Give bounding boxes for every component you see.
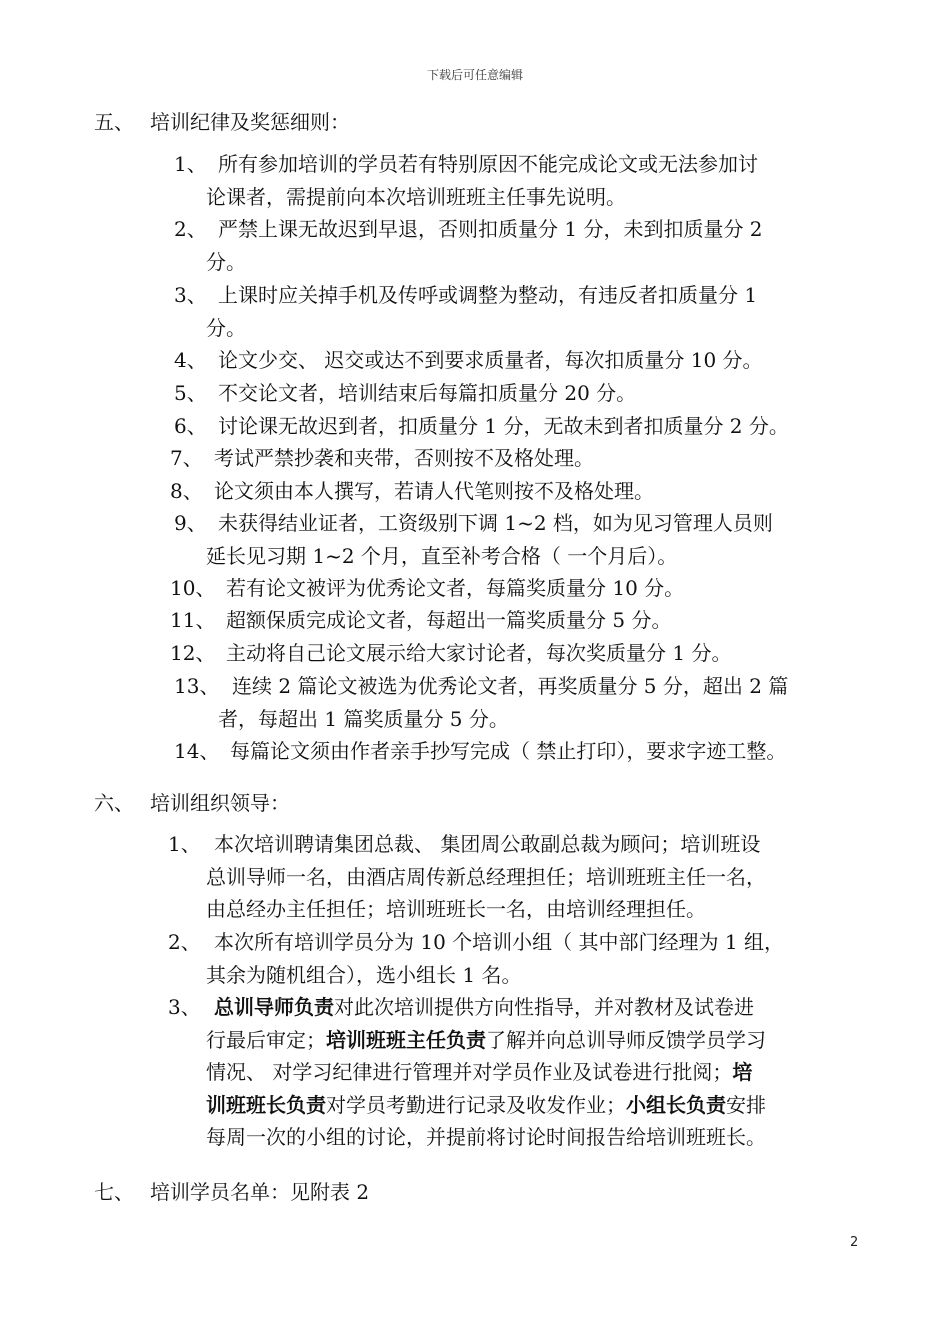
item-line: [168, 1024, 766, 1057]
rule-item: [170, 442, 594, 475]
rule-item: [174, 735, 786, 768]
item-text: 分。: [206, 315, 246, 340]
item-text: 未获得结业证者，工资级别下调 1~2 档，如为见习管理人员则: [218, 511, 773, 535]
item-number: 3、: [168, 995, 201, 1019]
rule-item: [174, 148, 758, 213]
item-text: 若有论文被评为优秀论文者，每篇奖质量分 10 分。: [226, 576, 685, 600]
item-text: 其余为随机组合），选小组长 1 名。: [206, 962, 522, 987]
org-item: [168, 828, 766, 926]
item-line: [168, 1089, 766, 1122]
section-five-title: [94, 106, 350, 135]
item-number: 7、: [170, 446, 203, 470]
item-text: 由总经办主任担任；培训班班长一名，由培训经理担任。: [206, 897, 706, 921]
item-line: [168, 1056, 766, 1089]
section-six-title: [94, 787, 290, 816]
item-text: 每篇论文须由作者亲手抄写完成（ 禁止打印），要求字迹工整。: [230, 739, 787, 763]
item-number: 4、: [174, 348, 207, 372]
page-number: 2: [850, 1235, 859, 1250]
item-number: 2、: [168, 930, 201, 954]
item-number: 13、: [174, 674, 220, 698]
item-text: 延长见习期 1~2 个月，直至补考合格（ 一个月后）。: [206, 543, 678, 568]
rule-item: [174, 344, 763, 377]
item-number: 10、: [170, 576, 216, 600]
item-text: 考试严禁抄袭和夹带，否则按不及格处理。: [214, 446, 594, 470]
item-text: 严禁上课无故迟到早退，否则扣质量分 1 分，未到扣质量分 2: [218, 217, 763, 241]
item-number: 9、: [174, 511, 207, 535]
item-number: 1、: [168, 832, 201, 856]
item-text: 论文少交、 迟交或达不到要求质量者，每次扣质量分 10 分。: [218, 348, 763, 372]
item-text: 论文须由本人撰写，若请人代笔则按不及格处理。: [214, 479, 654, 503]
rule-item: [170, 475, 654, 508]
item-text: 者，每超出 1 篇奖质量分 5 分。: [218, 706, 509, 731]
rule-item: [174, 377, 636, 410]
item-number: 2、: [174, 217, 207, 241]
bold-role: 总训导师负责: [214, 995, 334, 1019]
item-text: 行最后审定；: [206, 1027, 326, 1052]
rule-item: [174, 279, 757, 344]
bold-role: 训班班长负责: [206, 1092, 326, 1117]
item-text: 超额保质完成论文者，每超出一篇奖质量分 5 分。: [226, 608, 672, 632]
rule-item: [170, 604, 671, 637]
org-item: [168, 991, 766, 1154]
bold-role: 培训班班主任负责: [326, 1027, 486, 1052]
rule-item: [174, 410, 789, 443]
item-number: 11、: [170, 608, 216, 632]
item-text: 了解并向总训导师反馈学员学习: [486, 1027, 766, 1052]
item-text: 安排: [726, 1092, 766, 1117]
item-text: 不交论文者，培训结束后每篇扣质量分 20 分。: [218, 381, 637, 405]
bold-role: 小组长负责: [626, 1092, 726, 1117]
rule-item: [170, 572, 684, 605]
page-header: 下载后可任意编辑: [426, 68, 523, 82]
item-number: 3、: [174, 283, 207, 307]
section-number: 六、: [94, 791, 134, 815]
rule-item: [174, 670, 788, 735]
rule-item: [170, 637, 731, 670]
item-text: 论课者，需提前向本次培训班班主任事先说明。: [206, 184, 626, 209]
section-title-text: 培训组织领导：: [150, 791, 290, 815]
section-number: 七、: [94, 1180, 134, 1204]
item-text: 上课时应关掉手机及传呼或调整为整动，有违反者扣质量分 1: [218, 283, 758, 307]
item-number: 12、: [170, 641, 216, 665]
item-text: 本次所有培训学员分为 10 个培训小组（ 其中部门经理为 1 组，: [214, 930, 784, 954]
item-text: 本次培训聘请集团总裁、 集团周公敢副总裁为顾问；培训班设: [214, 832, 761, 856]
item-number: 14、: [174, 739, 220, 763]
rule-item: [174, 507, 773, 572]
item-number: 5、: [174, 381, 207, 405]
item-text: 总训导师一名，由酒店周传新总经理担任；培训班班主任一名，: [206, 864, 766, 889]
item-text: 连续 2 篇论文被选为优秀论文者，再奖质量分 5 分，超出 2 篇: [232, 674, 789, 698]
section-title-text: 培训纪律及奖惩细则：: [150, 110, 350, 134]
item-text: 情况、 对学习纪律进行管理并对学员作业及试卷进行批阅；: [206, 1060, 733, 1084]
item-text: 分。: [206, 249, 246, 274]
rule-item: [174, 213, 763, 278]
bold-role: 培: [732, 1060, 753, 1084]
org-item: [168, 926, 784, 991]
item-text: 对此次培训提供方向性指导，并对教材及试卷进: [334, 995, 754, 1019]
item-text: 对学员考勤进行记录及收发作业；: [326, 1092, 626, 1117]
section-title-text: 培训学员名单：见附表 2: [150, 1180, 370, 1204]
section-seven-title: [94, 1176, 369, 1205]
item-text: 所有参加培训的学员若有特别原因不能完成论文或无法参加讨: [218, 152, 758, 176]
item-text: 每周一次的小组的讨论，并提前将讨论时间报告给培训班班长。: [206, 1125, 766, 1149]
item-text: 主动将自己论文展示给大家讨论者，每次奖质量分 1 分。: [226, 641, 732, 665]
item-text: 讨论课无故迟到者，扣质量分 1 分，无故未到者扣质量分 2 分。: [218, 414, 789, 438]
section-number: 五、: [94, 110, 134, 134]
item-number: 1、: [174, 152, 207, 176]
item-number: 8、: [170, 479, 203, 503]
item-number: 6、: [174, 414, 207, 438]
